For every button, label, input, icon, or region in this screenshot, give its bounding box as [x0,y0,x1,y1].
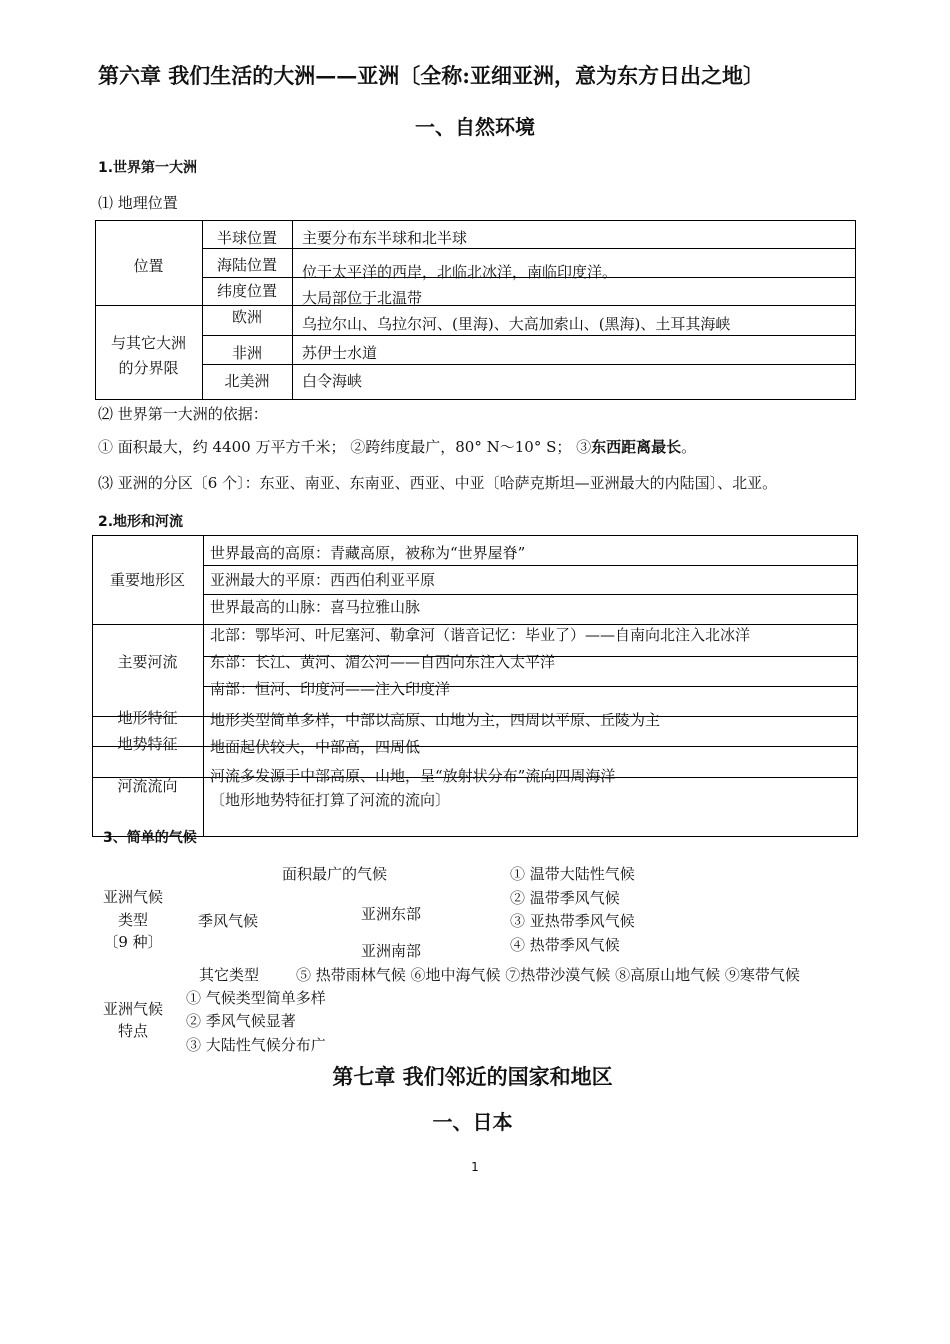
boundary-group-label-line1: 与其它大洲 [110,334,186,352]
south-asia-label: 亚洲南部 [361,942,422,960]
basis-text-end: 。 [681,438,697,456]
chapter7-title: 第七章 我们邻近的国家和地区 [332,1064,613,1089]
climate-types-label-line1: 亚洲气候 [102,888,163,906]
climate-item-4: ④ 热带季风气候 [510,936,620,954]
africa-label: 非洲 [231,344,262,362]
river-south: 南部：恒河、印度河——注入印度洋 [210,680,451,698]
page-number: 1 [471,1160,479,1174]
river-north: 北部：鄂毕河、叶尼塞河、勒拿河（谐音记忆：毕业了）——自南向北注入北冰洋 [210,626,751,644]
europe-label: 欧洲 [231,308,262,326]
climate-feature-2: ② 季风气候显著 [186,1012,296,1030]
latitude-value: 大局部位于北温带 [302,289,423,307]
subsection-heading-1: 1.世界第一大洲 [98,160,198,176]
subheading-location: ⑴ 地理位置 [98,194,178,212]
river-label: 主要河流 [117,653,178,671]
climate-types-label-line2: 类型 [117,911,148,929]
flow-value-1: 河流多发源于中部高原、山地，呈“放射状分布”流向四周海洋 [210,767,616,785]
sealand-label: 海陆位置 [216,256,277,274]
terrain-value: 地形类型简单多样，中部以高原、山地为主，四周以平原、丘陵为主 [210,711,661,729]
basis-text-bold: 东西距离最长 [591,438,682,456]
slope-label: 地势特征 [117,735,178,753]
section-heading-natural: 一、自然环境 [415,115,535,139]
basis-line [98,436,696,457]
climate-types-label-line3: 〔9 种〕 [103,933,163,951]
other-types-value: ⑤ 热带雨林气候 ⑥地中海气候 ⑦热带沙漠气候 ⑧高原山地气候 ⑨寒带气候 [296,966,800,984]
namerica-value: 白令海峡 [302,372,363,390]
basis-text-a: ① 面积最大，约 4400 万平方千米； ②跨纬度最广，80° N～10° S； ③ [98,438,592,456]
hemisphere-label: 半球位置 [216,229,277,247]
slope-value: 地面起伏较大，中部高，四周低 [210,738,421,756]
hemisphere-value: 主要分布东半球和北半球 [302,229,468,247]
europe-value: 乌拉尔山、乌拉尔河、(里海)、大高加索山、(黑海)、土耳其海峡 [302,315,731,333]
flow-value-2: 〔地形地势特征打算了河流的流向〕 [210,791,451,809]
subheading-basis: ⑵ 世界第一大洲的依据： [98,405,268,423]
subsection-heading-2: 2.地形和河流 [98,514,184,530]
climate-feature-label-line1: 亚洲气候 [102,1000,163,1018]
climate-item-1: ① 温带大陆性气候 [510,865,635,883]
landform-1: 世界最高的高原：青藏高原，被称为“世界屋脊” [210,544,526,562]
monsoon-label: 季风气候 [198,912,259,930]
climate-feature-1: ① 气候类型简单多样 [186,989,326,1007]
chapter-title: 第六章 我们生活的大洲——亚洲〔全称:亚细亚洲，意为东方日出之地〕 [98,63,765,88]
namerica-label: 北美洲 [224,372,270,390]
other-types-label: 其它类型 [199,966,260,984]
section-heading-japan: 一、日本 [432,1110,513,1134]
terrain-label: 地形特征 [117,709,178,727]
climate-feature-label-line2: 特点 [117,1022,148,1040]
subsection-heading-3: 3、简单的气候 [103,830,197,846]
sealand-value: 位于太平洋的西岸，北临北冰洋，南临印度洋。 [302,263,618,281]
flow-label: 河流流向 [117,777,178,795]
river-east: 东部：长江、黄河、湄公河——自西向东注入太平洋 [210,653,556,671]
climate-item-3: ③ 亚热带季风气候 [510,912,635,930]
landform-label: 重要地形区 [109,571,185,589]
climate-feature-3: ③ 大陆性气候分布广 [186,1036,326,1054]
africa-value: 苏伊士水道 [302,344,378,362]
east-asia-label: 亚洲东部 [361,905,422,923]
largest-area-label: 面积最广的气候 [282,865,388,883]
latitude-label: 纬度位置 [216,282,277,300]
boundary-group-label-line2: 的分界限 [118,359,179,377]
landform-2: 亚洲最大的平原：西西伯利亚平原 [210,571,436,589]
subheading-regions: ⑶ 亚洲的分区〔6 个〕：东亚、南亚、东南亚、西亚、中亚〔哈萨克斯坦—亚洲最大的内陆国〕、北亚。 [98,474,778,492]
location-group-label: 位置 [133,257,164,275]
landform-3: 世界最高的山脉：喜马拉雅山脉 [210,598,421,616]
climate-item-2: ② 温带季风气候 [510,889,620,907]
